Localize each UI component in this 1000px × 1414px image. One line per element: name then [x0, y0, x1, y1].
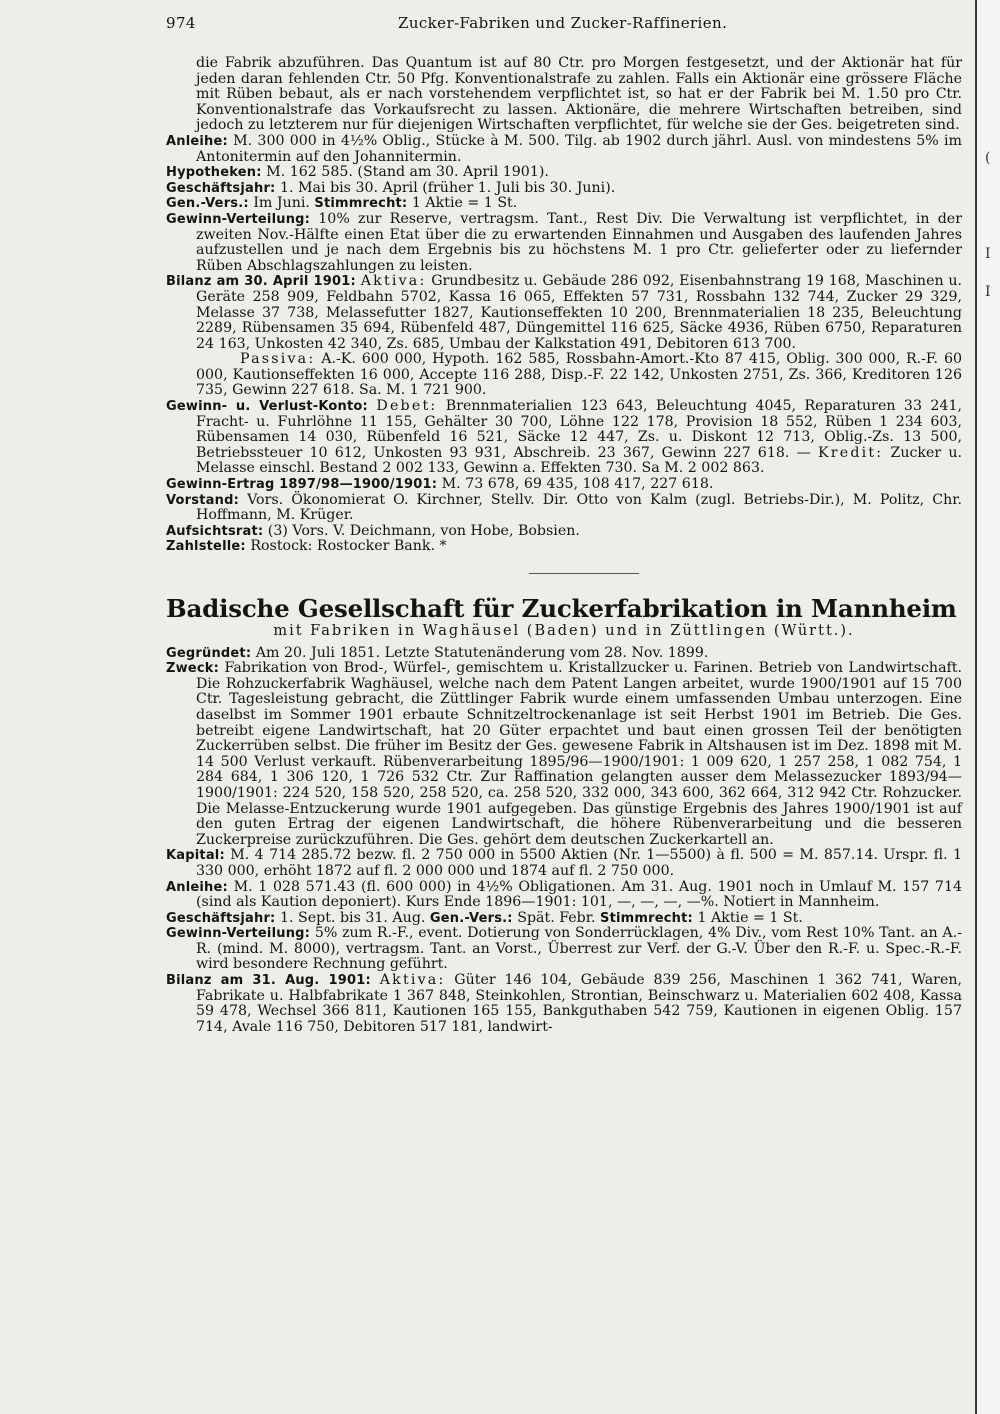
- entry-genvers: [166, 196, 962, 212]
- label-gewinnverteilung: Gewinn-Verteilung:: [166, 211, 311, 227]
- text-gegruendet: Am 20. Juli 1851. Letzte Statutenänderung vom 28. Nov. 1899.: [255, 644, 709, 661]
- text-guv-debet: Brennmaterialien 123 643, Beleuchtung 4045, Reparaturen 33 241, Fracht- u. Fuhrlöhne 11 155, Gehälter 30 700, Löhne 122 178, Provision 18 552, Rüben 1 234 603, Rübensamen 14 030, Rübenfeld 16 521, Säcke 12 447, Zs. u. Diskont 12 713, Oblig.-Zs. 13 500, Betriebssteuer 10 612, Unkosten 93 931, Abschreib. 23 367, Gewinn 227 618. —: [196, 398, 962, 461]
- entry-gegruendet: [166, 646, 962, 662]
- label-company-anleihe: Anleihe:: [166, 879, 228, 895]
- page-content: [166, 56, 962, 1035]
- label-company-genvers: Gen.-Vers.:: [429, 910, 513, 926]
- section-divider: [529, 573, 639, 574]
- label-guv: Gewinn- u. Verlust-Konto:: [166, 399, 368, 415]
- page-header: [166, 14, 966, 38]
- entry-company-gewinnverteilung: [166, 926, 962, 973]
- text-guv-kredit: Zucker u. Melasse einschl. Bestand 2 002 133, Gewinn a. Effekten 730. Sa M. 2 002 863.: [196, 444, 963, 477]
- entry-kapital: [166, 848, 962, 879]
- entry-bilanz: [166, 274, 962, 352]
- entry-ertrag: [166, 477, 962, 493]
- entry-zweck: [166, 661, 962, 848]
- label-hypotheken: Hypotheken:: [166, 165, 262, 181]
- word-kredit: Kredit:: [817, 444, 884, 461]
- word-debet: Debet:: [376, 398, 438, 415]
- label-zahlstelle: Zahlstelle:: [166, 539, 246, 555]
- company-subtitle: mit Fabriken in Waghäusel (Baden) und in Züttlingen (Württ.).: [273, 623, 855, 639]
- word-company-aktiva: Aktiva:: [379, 972, 446, 989]
- text-aufsichtsrat: (3) Vors. V. Deichmann, von Hobe, Bobsien.: [267, 522, 580, 539]
- text-company-geschaeftsjahr: 1. Sept. bis 31. Aug.: [279, 909, 426, 926]
- entry-geschaeftsjahr: [166, 181, 962, 197]
- label-ertrag: Gewinn-Ertrag 1897/98—1900/1901:: [166, 477, 438, 493]
- company-title: Badische Gesellschaft für Zuckerfabrikation in Mannheim: [166, 594, 957, 623]
- label-geschaeftsjahr: Geschäftsjahr:: [166, 180, 276, 196]
- label-bilanz: Bilanz am 30. April 1901:: [166, 274, 356, 290]
- text-zahlstelle: Rostock: Rostocker Bank. *: [250, 538, 447, 555]
- adjacent-page-edge: [975, 0, 1000, 1414]
- running-title: Zucker-Fabriken und Zucker-Raffinerien.: [398, 14, 728, 32]
- entry-zahlstelle: [166, 539, 962, 555]
- label-genvers: Gen.-Vers.:: [166, 196, 249, 212]
- text-stimmrecht: 1 Aktie = 1 St.: [411, 195, 518, 212]
- continuation-text: die Fabrik abzuführen. Das Quantum ist auf 80 Ctr. pro Morgen festgesetzt, und der Aktionär hat für jeden daran fehlenden Ctr. 50 Pfg. Konventionalstrafe zu zahlen. Falls ein Aktionär eine grössere Fläche mit Rüben bebaut, als er nach vorstehendem verpflichtet ist, so hat er der Fabrik bei M. 1.50 pro Ctr. Konventionalstrafe das Vorkaufsrecht zu lassen. Aktionäre, die mehrere Wirtschaften betreiben, sind jedoch zu letzterem nur für diejenigen Wirtschaften verpflichtet, für welche sie der Ges. beigetreten sind.: [196, 55, 962, 134]
- text-bilanz-aktiva: Grundbesitz u. Gebäude 286 092, Eisenbahnstrang 19 168, Maschinen u. Geräte 258 909, Feldbahn 5702, Kassa 16 065, Effekten 57 731, Rossbahn 132 744, Zucker 29 329, Melasse 37 738, Melassefutter 1827, Kautionseffekten 10 200, Brennmaterialien 18 235, Beleuchtung 2289, Rübensamen 35 694, Rübenfeld 487, Düngemittel 116 625, Säcke 4936, Rüben 6750, Reparaturen 24 163, Unkosten 42 340, Zs. 685, Umbau der Kalkstation 491, Debitoren 613 700.: [196, 273, 963, 352]
- text-geschaeftsjahr: 1. Mai bis 30. April (früher 1. Juli bis 30. Juni).: [279, 179, 616, 196]
- text-bilanz-passiva: A.-K. 600 000, Hypoth. 162 585, Rossbahn-Amort.-Kto 87 415, Oblig. 300 000, R.-F. 60 000, Kautionseffekten 16 000, Accepte 116 288, Disp.-F. 22 142, Unkosten 2751, Zs. 366, Kreditoren 126 735, Gewinn 227 618. Sa. M. 1 721 900.: [196, 351, 962, 399]
- word-aktiva: Aktiva:: [360, 273, 427, 290]
- label-company-geschaeftsjahr: Geschäftsjahr:: [166, 910, 276, 926]
- label-company-bilanz: Bilanz am 31. Aug. 1901:: [166, 973, 371, 989]
- label-vorstand: Vorstand:: [166, 492, 239, 508]
- text-vorstand: Vors. Ökonomierat O. Kirchner, Stellv. Dir. Otto von Kalm (zugl. Betriebs-Dir.), M. Politz, Chr. Hoffmann, M. Krüger.: [196, 491, 962, 524]
- entry-company-geschaeftsjahr: [166, 911, 962, 927]
- page-number: 974: [166, 14, 196, 32]
- label-kapital: Kapital:: [166, 848, 225, 864]
- label-gegruendet: Gegründet:: [166, 645, 252, 661]
- entry-hypotheken: [166, 165, 962, 181]
- edge-mark: I: [985, 284, 991, 300]
- text-genvers: Im Juni.: [253, 195, 310, 212]
- label-anleihe: Anleihe:: [166, 133, 228, 149]
- word-passiva: Passiva:: [240, 351, 316, 368]
- text-gewinnverteilung: 10% zur Reserve, vertragsm. Tant., Rest Div. Die Verwaltung ist verpflichtet, in der zweiten Nov.-Hälfte einen Etat über die zu erwartenden Einnahmen und Ausgaben des laufenden Jahres aufzustellen und je nach dem Ergebnis bis zu höchstens M. 1 pro Ctr. gelieferter oder zu liefernder Rüben Abschlagszahlungen zu leisten.: [196, 210, 962, 274]
- label-company-stimmrecht: Stimmrecht:: [600, 910, 693, 926]
- text-company-gewinnverteilung: 5% zum R.-F., event. Dotierung von Sonderrücklagen, 4% Div., vom Rest 10% Tant. an A.-R. (mind. M. 8000), vertragsm. Tant. an Vorst., Überrest zur Verf. der G.-V. Über den R.-F. u. Spec.-R.-F. wird besondere Rechnung geführt.: [196, 925, 962, 973]
- entry-anleihe: [166, 134, 962, 165]
- text-company-stimmrecht: 1 Aktie = 1 St.: [697, 909, 803, 926]
- edge-mark: I: [985, 246, 991, 262]
- entry-gewinnverteilung: [166, 212, 962, 274]
- text-company-anleihe: M. 1 028 571.43 (fl. 600 000) in 4½% Obligationen. Am 31. Aug. 1901 noch in Umlauf M. 157 714 (sind als Kaution deponiert). Kurs Ende 1896—1901: 101, —, —, —, —%. Notiert in Mannheim.: [196, 878, 962, 911]
- entry-aufsichtsrat: [166, 524, 962, 540]
- edge-mark: (: [985, 150, 991, 166]
- text-zweck: Fabrikation von Brod-, Würfel-, gemischtem u. Kristallzucker u. Farinen. Betrieb von Landwirtschaft. Die Rohzuckerfabrik Waghäusel, welche nach dem Patent Langen arbeitet, wurde 1900/1901 auf 15 700 Ctr. Tagesleistung gebracht, die Züttlinger Fabrik wurde einem umfassenden Umbau unterzogen. Eine daselbst im Sommer 1901 erbaute Schnitzeltrockenanlage ist seit Herbst 1901 im Betrieb. Die Ges. betreibt eigene Landwirtschaft, hat 20 Güter erpachtet und baut einen grossen Teil der benötigten Zuckerrüben selbst. Die früher im Besitz der Ges. gewesene Fabrik in Altshausen ist im Dez. 1898 mit M. 14 500 Verlust verkauft. Rübenverarbeitung 1895/96—1900/1901: 1 009 620, 1 257 258, 1 082 754, 1 284 684, 1 306 120, 1 726 532 Ctr. Zur Raffination gelangten ausser dem Melassezucker 1893/94—1900/1901: 224 520, 158 520, 258 520, ca. 258 520, 332 000, 343 600, 362 664, 312 942 Ctr. Rohzucker. Die Melasse-Entzuckerung wurde 1901 aufgegeben. Das günstige Ergebnis des Jahres 1900/1901 ist auf den guten Ertrag der eigenen Landwirtschaft, die höhere Rübenverarbeitung und die besseren Zuckerpreise zurückzuführen. Die Ges. gehört dem deutschen Zuckerkartell an.: [196, 660, 962, 848]
- text-anleihe: M. 300 000 in 4½% Oblig., Stücke à M. 500. Tilg. ab 1902 durch jährl. Ausl. von mindestens 5% im Antonitermin auf den Johannitermin.: [196, 132, 963, 165]
- entry-bilanz-passiva: [166, 352, 962, 399]
- label-stimmrecht: Stimmrecht:: [314, 196, 408, 212]
- text-ertrag: M. 73 678, 69 435, 108 417, 227 618.: [441, 476, 714, 493]
- entry-company-anleihe: [166, 880, 962, 911]
- label-zweck: Zweck:: [166, 661, 220, 677]
- text-hypotheken: M. 162 585. (Stand am 30. April 1901).: [266, 164, 549, 181]
- entry-vorstand: [166, 493, 962, 524]
- entry-guv: [166, 399, 962, 477]
- entry-company-bilanz: [166, 973, 962, 1035]
- text-company-bilanz-aktiva: Güter 146 104, Gebäude 839 256, Maschinen 1 362 741, Waren, Fabrikate u. Halbfabrikate 1 367 848, Steinkohlen, Strontian, Beinschwarz u. Materialien 602 408, Kassa 59 478, Wechsel 366 811, Kautionen 165 155, Bankguthaben 542 759, Kautionen in eigenen Oblig. 157 714, Avale 116 750, Debitoren 517 181, landwirt-: [196, 972, 962, 1035]
- text-kapital: M. 4 714 285.72 bezw. fl. 2 750 000 in 5500 Aktien (Nr. 1—5500) à fl. 500 = M. 857.14. Urspr. fl. 1 330 000, erhöht 1872 auf fl. 2 000 000 und 1874 auf fl. 2 750 000.: [196, 847, 962, 879]
- label-aufsichtsrat: Aufsichtsrat:: [166, 523, 264, 539]
- text-company-genvers: Spät. Febr.: [517, 909, 596, 926]
- label-company-gewinnverteilung: Gewinn-Verteilung:: [166, 926, 311, 942]
